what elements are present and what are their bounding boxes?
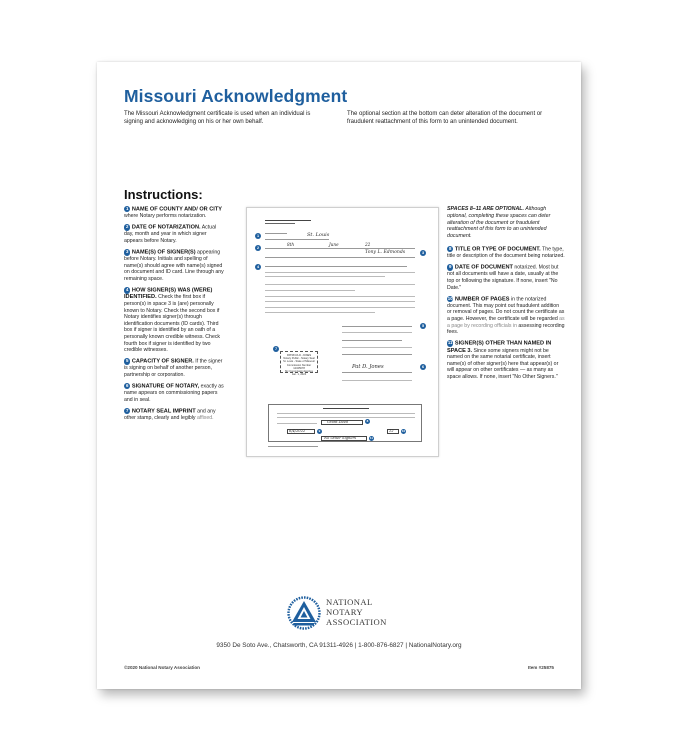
instruction-body: Check the first box if person(s) in space 3 is (are) personally known to Notary. Check the second box if Notary identifies signer(s) through identification documents (ID cards). Third box if signer is identified by an oath of a personally known credible witness. Check fourth box if signer is identified by two credible witnesses. bbox=[124, 294, 221, 354]
form-line bbox=[342, 372, 412, 373]
document-date-handwriting: 6/4/2022 bbox=[289, 429, 306, 433]
instruction-body-faint: as a page by recording officials in bbox=[447, 316, 565, 329]
instruction-head: SIGNER(S) OTHER THAN NAMED IN SPACE 3. bbox=[447, 340, 552, 354]
item-number: Item #25875 bbox=[527, 665, 554, 670]
signer-handwriting: Tony L. Edmonds bbox=[365, 250, 406, 255]
month-handwriting: June bbox=[329, 242, 339, 247]
instruction-item bbox=[124, 358, 224, 378]
instruction-head: NAME OF COUNTY AND/ OR CITY bbox=[131, 206, 223, 213]
form-marker-3: 3 bbox=[421, 251, 425, 255]
seal-line: My Commission Expires Jan. 1, 2024 bbox=[285, 370, 313, 377]
instruction-item bbox=[124, 408, 224, 422]
instruction-item bbox=[124, 287, 224, 354]
instructions-heading: Instructions: bbox=[124, 187, 203, 202]
number-badge: 4 bbox=[125, 287, 129, 293]
instruction-body: in the notarized document. This may point out fraudulent addition or removal of pages. Do not count the certificate as a page. However, the certificate will be regarded bbox=[447, 296, 565, 323]
instruction-item bbox=[447, 340, 565, 380]
instruction-item bbox=[124, 383, 224, 403]
instruction-item bbox=[124, 224, 224, 244]
instruction-body: notarized. Most but not all documents will have a date, usually at the top or following the signature. If none, insert "No Date." bbox=[447, 264, 559, 291]
form-marker-9: 9 bbox=[318, 429, 321, 433]
instruction-head: SIGNATURE OF NOTARY, bbox=[131, 383, 200, 390]
instruction-body: The type, title or description of the document being notarized. bbox=[447, 246, 565, 260]
form-marker-4: 4 bbox=[256, 265, 260, 269]
form-marker-7: 7 bbox=[274, 347, 278, 351]
instruction-head: NAME(S) OF SIGNER(S) bbox=[131, 249, 196, 256]
logo-line: ASSOCIATION bbox=[326, 616, 387, 627]
number-badge: 9 bbox=[448, 264, 452, 270]
instruction-body: where Notary performs notarization. bbox=[124, 213, 207, 220]
form-line bbox=[265, 296, 415, 297]
instructions-right-column bbox=[447, 206, 565, 385]
form-line bbox=[265, 307, 415, 308]
instruction-body: Actual day, month and year in which signer appears before Notary. bbox=[124, 224, 217, 245]
form-line bbox=[265, 284, 415, 285]
form-line bbox=[265, 301, 415, 302]
document-sheet bbox=[97, 62, 581, 689]
notary-seal-stamp bbox=[280, 351, 318, 377]
form-marker-6: 6 bbox=[421, 365, 425, 369]
form-header-line bbox=[265, 220, 311, 221]
sample-certificate-form bbox=[246, 207, 439, 457]
notary-signature-handwriting: Pat D. Jones bbox=[352, 364, 384, 370]
copyright-notice: ©2020 National Notary Association bbox=[124, 665, 200, 670]
form-line bbox=[342, 347, 412, 348]
instruction-body: exactly as name appears on commissioning papers and in seal. bbox=[124, 383, 224, 403]
nna-logo-icon bbox=[287, 596, 321, 630]
number-badge: 6 bbox=[125, 383, 129, 389]
instruction-item bbox=[447, 246, 565, 260]
form-marker-5: 5 bbox=[421, 324, 425, 328]
seal-line: PATRICIA D. JONES bbox=[286, 354, 312, 357]
form-line bbox=[277, 413, 415, 414]
form-line bbox=[265, 233, 287, 234]
logo-line: NATIONAL bbox=[326, 597, 373, 607]
instruction-item bbox=[447, 296, 565, 336]
nna-logo-text bbox=[326, 598, 387, 627]
instruction-head: CAPACITY OF SIGNER. bbox=[131, 358, 194, 365]
other-signers-handwriting: No Other Signers bbox=[324, 436, 357, 440]
form-line bbox=[342, 380, 412, 381]
number-badge: 7 bbox=[125, 407, 129, 413]
form-line bbox=[265, 290, 355, 291]
form-line bbox=[277, 423, 317, 424]
form-line bbox=[265, 312, 375, 313]
instruction-head: DATE OF DOCUMENT bbox=[454, 264, 513, 271]
form-line bbox=[342, 340, 402, 341]
instruction-body: appearing before Notary. Initials and spelling of name(s) should agree with name(s) signed on document and ID card. Line through any remaining space. bbox=[124, 249, 224, 283]
instruction-head: NOTARY SEAL IMPRINT bbox=[131, 408, 196, 415]
intro-left: The Missouri Acknowledgment certificate is used when an individual is signing and acknowledging on his or her own behalf. bbox=[124, 111, 311, 126]
number-badge: 8 bbox=[448, 245, 452, 251]
number-badge: 3 bbox=[125, 249, 129, 255]
optional-note-body: Although optional, completing these spaces can deter alteration of the document or fraudulent reattachment of this form to an unintended document. bbox=[447, 206, 551, 240]
form-line bbox=[265, 272, 415, 273]
logo-line: NOTARY bbox=[326, 606, 364, 617]
seal-line: Notary Public - Notary Seal bbox=[283, 357, 315, 361]
form-line bbox=[323, 408, 369, 409]
number-badge: 1 bbox=[125, 206, 129, 211]
instruction-item bbox=[124, 249, 224, 283]
instruction-body: and any other stamp, clearly and legibly bbox=[124, 408, 216, 422]
number-badge: 11 bbox=[447, 340, 453, 346]
instruction-head: NUMBER OF PAGES bbox=[454, 296, 510, 303]
optional-section-box bbox=[268, 404, 422, 442]
form-header-line bbox=[265, 223, 295, 224]
seal-line: Commission Number 12345678 bbox=[286, 363, 312, 370]
form-line bbox=[265, 276, 385, 277]
intro-right: The optional section at the bottom can deter alteration of the document or fraudulent reattachment of this form to an unintended document. bbox=[347, 111, 543, 126]
form-marker-8: 8 bbox=[366, 419, 369, 423]
instructions-left-column bbox=[124, 206, 224, 426]
document-title-handwriting: Grant Deed bbox=[327, 420, 349, 424]
form-line bbox=[277, 417, 415, 418]
form-marker-1: 1 bbox=[256, 234, 260, 238]
year-handwriting: 22 bbox=[365, 242, 371, 247]
form-footer-line bbox=[268, 446, 318, 447]
instruction-body: If the signer is signing on behalf of another person, partnership or corporation. bbox=[124, 358, 223, 378]
instruction-item bbox=[447, 264, 565, 291]
form-line bbox=[265, 239, 329, 240]
instruction-item bbox=[124, 206, 224, 220]
form-line bbox=[342, 354, 412, 355]
number-badge: 5 bbox=[125, 358, 129, 364]
instruction-body-tail: assessing recording fees. bbox=[447, 322, 565, 336]
form-line bbox=[342, 326, 412, 327]
form-marker-11: 11 bbox=[369, 436, 374, 440]
form-line bbox=[265, 266, 407, 267]
day-handwriting: 8th bbox=[287, 242, 295, 247]
page-title: Missouri Acknowledgment bbox=[124, 86, 348, 106]
county-handwriting: St. Louis bbox=[307, 232, 330, 238]
number-badge: 10 bbox=[447, 295, 453, 301]
optional-note-head: SPACES 8–11 ARE OPTIONAL. bbox=[447, 206, 525, 212]
instruction-head: TITLE OR TYPE OF DOCUMENT. bbox=[454, 246, 541, 253]
instruction-body-faint: affixed. bbox=[195, 415, 214, 422]
seal-line: St. Louis - State of Missouri bbox=[283, 360, 315, 364]
pages-handwriting: 12 bbox=[389, 429, 394, 433]
form-line bbox=[265, 248, 415, 249]
form-line bbox=[342, 332, 412, 333]
instruction-head: DATE OF NOTARIZATION. bbox=[131, 224, 201, 231]
form-marker-10: 10 bbox=[401, 429, 406, 433]
instruction-head: HOW SIGNER(S) WAS (WERE) IDENTIFIED. bbox=[124, 287, 213, 301]
form-line bbox=[265, 257, 415, 258]
number-badge: 2 bbox=[125, 224, 129, 230]
form-marker-2: 2 bbox=[256, 246, 260, 250]
contact-address: 9350 De Soto Ave., Chatsworth, CA 91311-4926 | 1-800-876-6827 | NationalNotary.org bbox=[216, 642, 462, 649]
optional-note bbox=[447, 206, 565, 240]
instruction-body: Since some signers might not be named on the same notarial certificate, insert name(s) of other signer(s) here that appear(s) or will appear on other certificates — as many as space allows. If none, insert "No Other Signers." bbox=[447, 347, 559, 380]
